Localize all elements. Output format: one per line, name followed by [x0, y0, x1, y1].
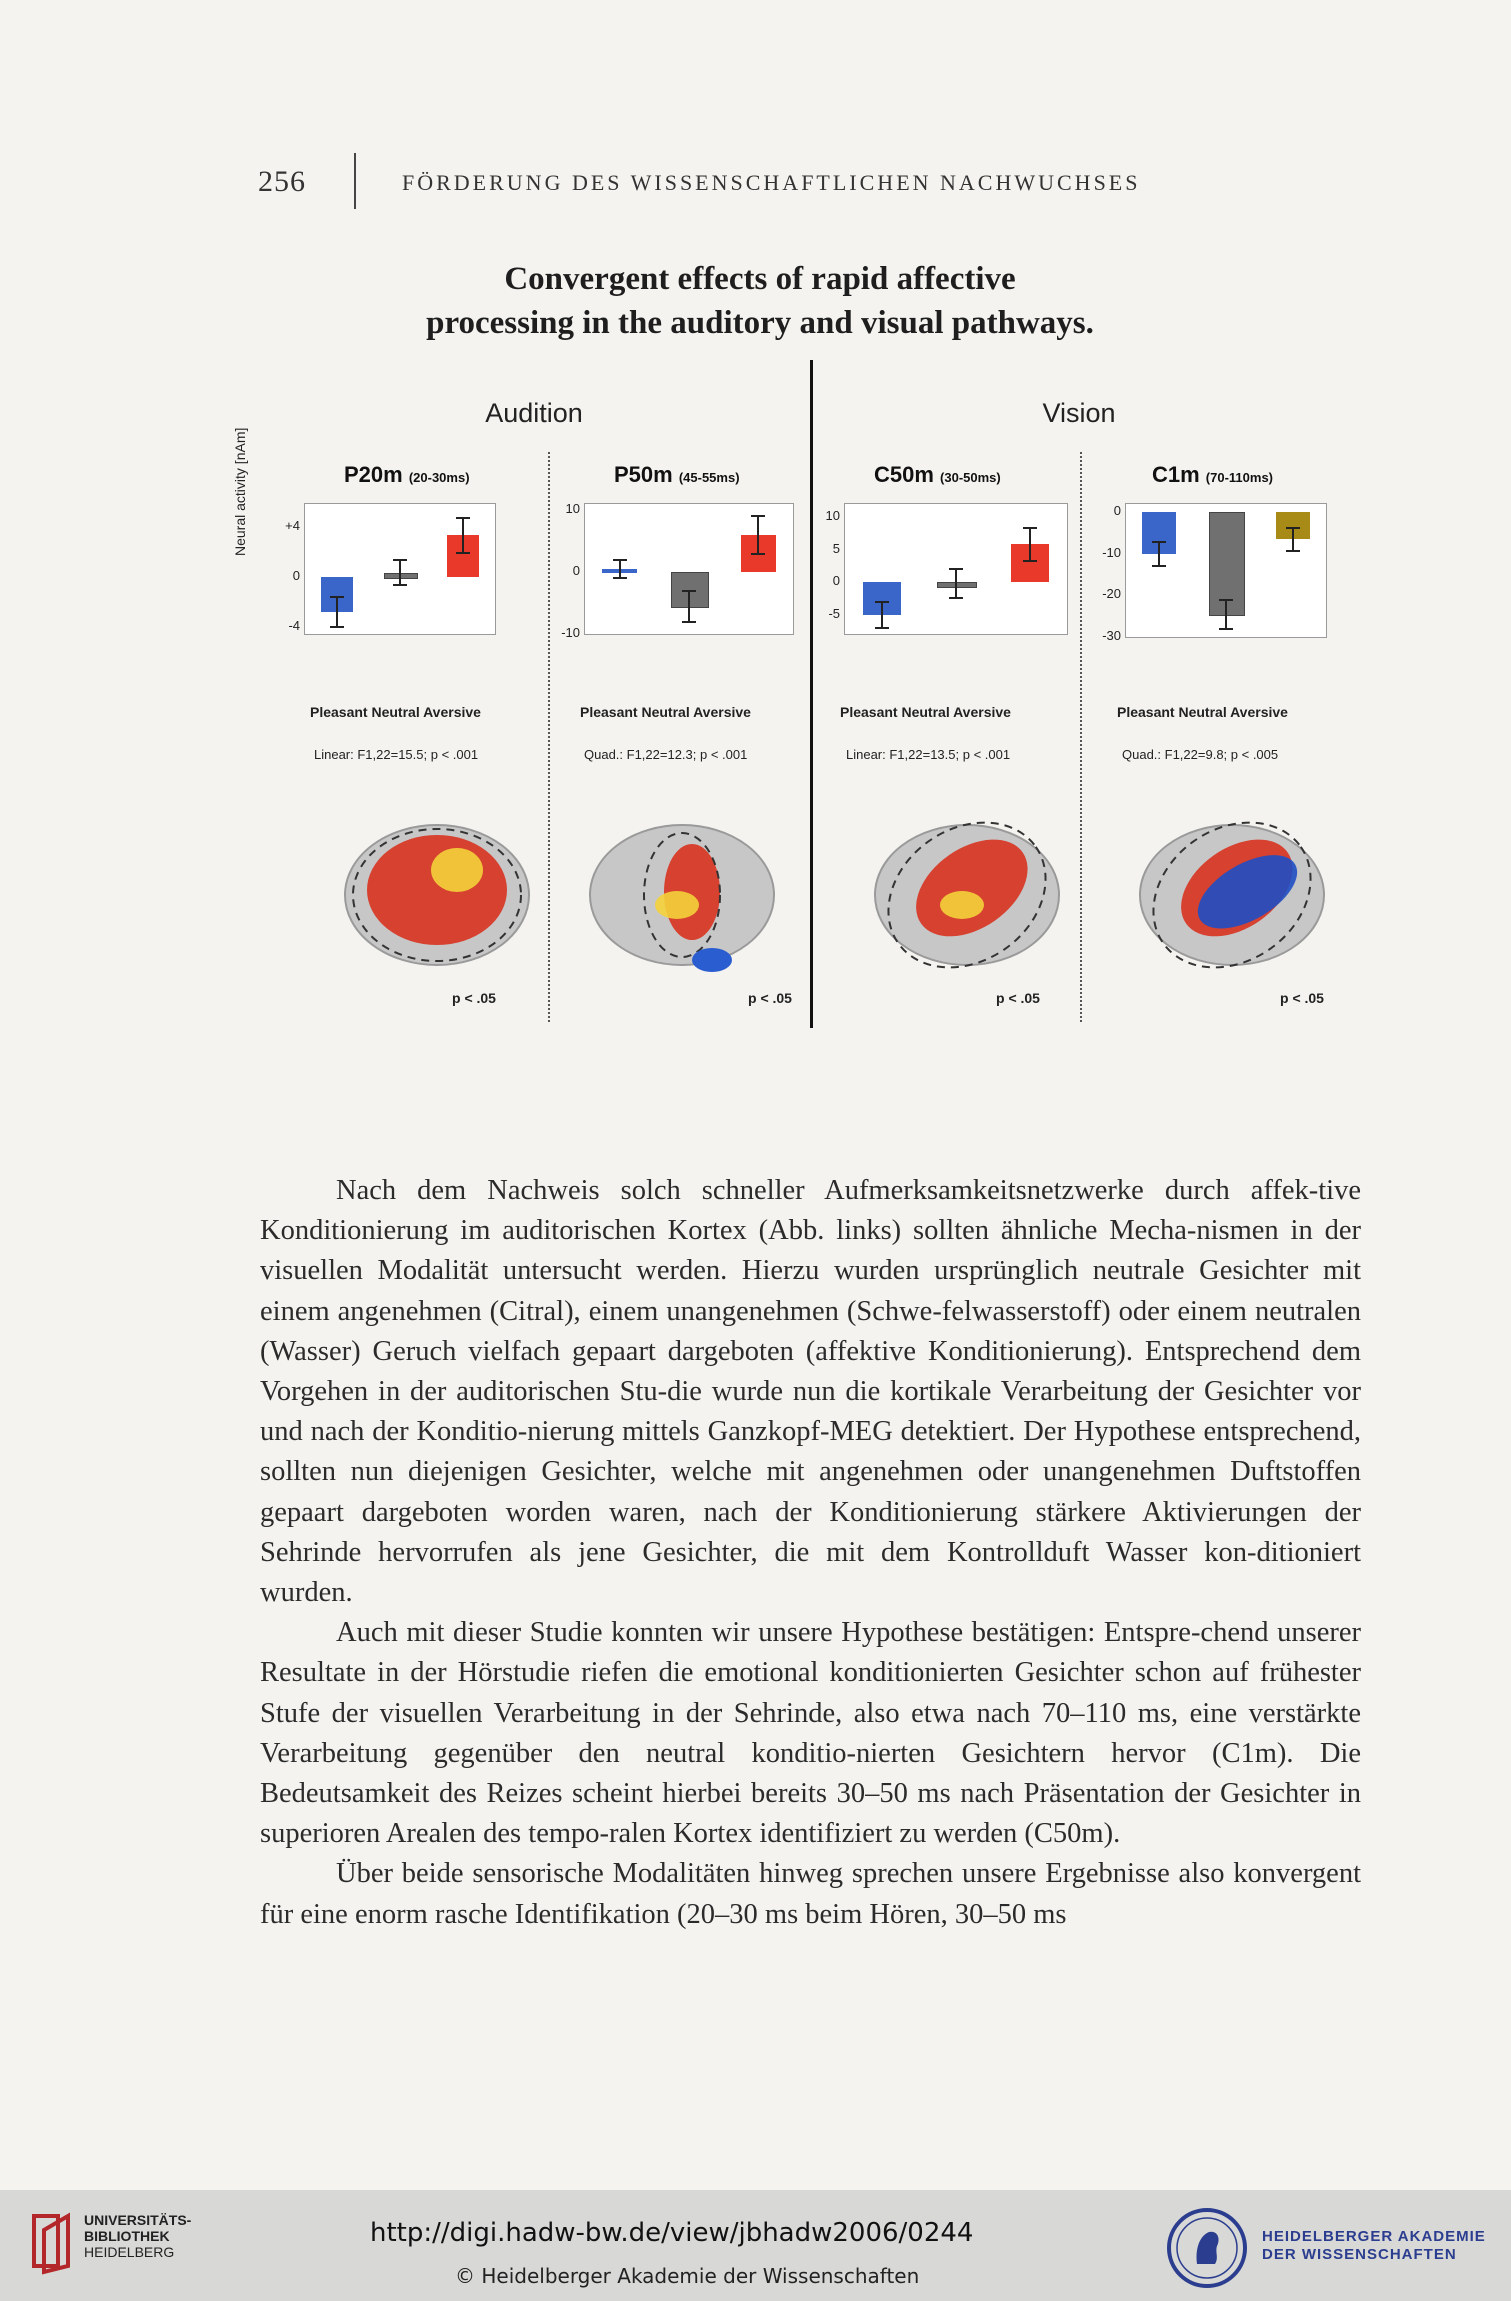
error-bar — [1292, 528, 1294, 551]
statistics-label: Quad.: F1,22=12.3; p < .001 — [584, 747, 748, 762]
brain-activation-map — [582, 810, 782, 985]
error-bar — [1225, 600, 1227, 629]
error-cap — [751, 553, 765, 555]
y-tick-label: 10 — [565, 501, 580, 517]
figure-panel — [232, 360, 1347, 1040]
plot-title-c50m — [874, 462, 1001, 488]
x-category-labels: Pleasant Neutral Aversive — [1117, 704, 1288, 720]
error-bar — [688, 591, 690, 622]
plot-subtitle: (30-50ms) — [940, 470, 1001, 485]
plot-title-text: C1m — [1152, 462, 1206, 487]
library-line-3: HEIDELBERG — [84, 2244, 175, 2260]
running-head-title: FÖRDERUNG DES WISSENSCHAFTLICHEN NACHWUCHSES — [402, 170, 1141, 195]
paragraph-1: Nach dem Nachweis solch schneller Aufmerksamkeitsnetzwerke durch affek-tive Konditionierung im auditorischen Kortex (Abb. links) sollten ähnliche Mecha-nismen in der visuellen Modalität untersucht werden. Hierzu wurden ursprünglich neutrale Gesichter mit einem angenehmen (Citral), einem unangenehmen (Schwe-felwasserstoff) oder einem neutralen (Wasser) Geruch vielfach gepaart dargeboten (affektive Konditionierung). Entsprechend dem Vorgehen in der auditorischen Stu-die wurde nun die kortikale Verarbeitung der Gesichter vor und nach der Konditio-nierung mittels Ganzkopf-MEG detektiert. Der Hypothese entsprechend, sollten nun diejenigen Gesichter, welche mit angenehmen oder unangenehmen Duftstoffen gepaart dargeboten worden waren, nach der Konditionierung stärkere Aktivierungen der Sehrinde hervorrufen als jene Gesichter, die mit dem Kontrollduft Wasser kon-ditioniert wurden. — [260, 1175, 1361, 1609]
bar-chart-p50m — [584, 503, 794, 635]
library-line-2: BIBLIOTHEK — [84, 2228, 170, 2244]
bar-chart-c1m — [1125, 503, 1327, 638]
error-cap — [393, 584, 407, 586]
y-tick-label: -10 — [561, 625, 580, 640]
university-library-name — [84, 2212, 191, 2260]
figure-title-line-1: Convergent effects of rapid affective — [504, 261, 1016, 297]
error-cap — [456, 552, 470, 554]
header-divider — [354, 153, 356, 209]
error-cap — [875, 601, 889, 603]
bar-chart-p20m — [304, 503, 496, 635]
academy-name — [1262, 2228, 1486, 2264]
plot-title-text: C50m — [874, 462, 941, 487]
y-tick-label: 0 — [572, 563, 580, 579]
university-library-logo-icon — [30, 2210, 76, 2276]
error-cap — [456, 517, 470, 519]
y-tick-label: 0 — [1113, 503, 1121, 519]
bar-chart-c50m — [844, 503, 1068, 635]
error-bar — [881, 602, 883, 628]
error-cap — [751, 515, 765, 517]
plot-title-c1m — [1152, 462, 1273, 488]
y-tick-label: -5 — [828, 605, 840, 621]
error-cap — [682, 621, 696, 623]
paragraph-3: Über beide sensorische Modalitäten hinweg sprechen unsere Ergebnisse also konvergent für eine enorm rasche Identifikation (20–30 ms beim Hören, 30–50 ms — [260, 1858, 1361, 1930]
error-cap — [875, 627, 889, 629]
body-text — [260, 1171, 1361, 1935]
plot-title-p50m — [614, 462, 740, 488]
error-cap — [613, 559, 627, 561]
error-cap — [949, 597, 963, 599]
activation-region — [367, 835, 507, 945]
plot-title-text: P20m — [344, 462, 409, 487]
error-bar — [1158, 542, 1160, 565]
plot-subtitle: (70-110ms) — [1205, 470, 1274, 485]
y-tick-label: -10 — [1102, 544, 1121, 560]
plot-title-text: P50m — [614, 462, 679, 487]
x-category-labels: Pleasant Neutral Aversive — [310, 704, 481, 720]
modality-divider — [810, 360, 813, 1028]
academy-seal-icon — [1165, 2206, 1249, 2290]
subcortical-region — [692, 948, 732, 972]
error-bar — [757, 516, 759, 553]
statistics-label: Quad.: F1,22=9.8; p < .005 — [1122, 747, 1279, 762]
error-cap — [1023, 527, 1037, 529]
error-bar — [462, 518, 464, 553]
map-p-value: p < .05 — [1280, 990, 1324, 1006]
statistics-label: Linear: F1,22=15.5; p < .001 — [314, 747, 479, 762]
error-cap — [330, 626, 344, 628]
map-p-value: p < .05 — [748, 990, 792, 1006]
academy-line-2: DER WISSENSCHAFTEN — [1262, 2246, 1457, 2263]
error-cap — [1219, 628, 1233, 630]
activation-core — [431, 848, 483, 892]
y-tick-label: -30 — [1102, 628, 1121, 643]
footer-bar — [0, 2190, 1511, 2301]
error-cap — [949, 568, 963, 570]
error-cap — [330, 596, 344, 598]
error-bar — [955, 569, 957, 598]
y-tick-label: 0 — [832, 573, 840, 588]
y-tick-label: +4 — [285, 517, 300, 533]
y-tick-label: 10 — [825, 508, 840, 523]
error-cap — [1286, 527, 1300, 529]
dotted-separator-audition — [548, 452, 550, 1022]
error-bar — [1029, 528, 1031, 561]
figure-title-line-2: processing in the auditory and visual pathways. — [426, 305, 1094, 341]
map-p-value: p < .05 — [996, 990, 1040, 1006]
activation-core — [655, 891, 699, 919]
paragraph-2: Auch mit dieser Studie konnten wir unsere Hypothese bestätigen: Entspre-chend unserer Resultate in der Hörstudie riefen die emotional konditionierten Gesichter schon auf frühester Stufe der visuellen Verarbeitung in der Sehrinde, also etwa nach 70–110 ms, eine verstärkte Verarbeitung gegenüber den neutral konditio-nierten Gesichtern hervor (C1m). Die Bedeutsamkeit des Reizes scheint hierbei bereits 30–50 ms nach Präsentation der Gesichter in superioren Arealen des tempo-ralen Kortex identifiziert zu werden (C50m). — [260, 1617, 1361, 1850]
error-cap — [1152, 541, 1166, 543]
figure-title — [260, 257, 1260, 345]
error-bar — [619, 560, 621, 579]
y-axis-label: Neural activity [nAm] — [232, 427, 248, 556]
y-tick-label: 5 — [832, 540, 840, 556]
error-bar — [399, 560, 401, 585]
x-category-labels: Pleasant Neutral Aversive — [840, 704, 1011, 720]
error-cap — [1152, 565, 1166, 567]
brain-activation-map — [337, 810, 537, 985]
brain-activation-map — [1132, 810, 1332, 985]
library-line-1: UNIVERSITÄTS- — [84, 2212, 192, 2228]
academy-line-1: HEIDELBERGER AKADEMIE — [1262, 2228, 1486, 2245]
error-cap — [393, 559, 407, 561]
statistics-label: Linear: F1,22=13.5; p < .001 — [846, 747, 1011, 762]
error-cap — [1286, 550, 1300, 552]
vision-label: Vision — [1042, 398, 1116, 428]
error-cap — [1219, 599, 1233, 601]
error-cap — [613, 577, 627, 579]
error-cap — [682, 590, 696, 592]
y-tick-label: 0 — [292, 567, 300, 583]
error-cap — [1023, 560, 1037, 562]
error-bar — [336, 597, 338, 627]
plot-title-p20m — [344, 462, 470, 488]
brain-activation-map — [867, 810, 1067, 985]
plot-subtitle: (45-55ms) — [678, 470, 740, 485]
source-url-link[interactable]: http://digi.hadw-bw.de/view/jbhadw2006/0244 — [370, 2218, 974, 2248]
y-tick-label: -4 — [288, 617, 300, 633]
map-p-value: p < .05 — [452, 990, 496, 1006]
x-category-labels: Pleasant Neutral Aversive — [580, 704, 751, 720]
activation-core — [940, 891, 984, 919]
copyright-notice: © Heidelberger Akademie der Wissenschaften — [455, 2264, 920, 2288]
audition-label: Audition — [485, 398, 583, 428]
page-number: 256 — [258, 165, 306, 198]
y-tick-label: -20 — [1102, 586, 1121, 602]
dotted-separator-vision — [1080, 452, 1082, 1022]
plot-subtitle: (20-30ms) — [408, 470, 470, 485]
